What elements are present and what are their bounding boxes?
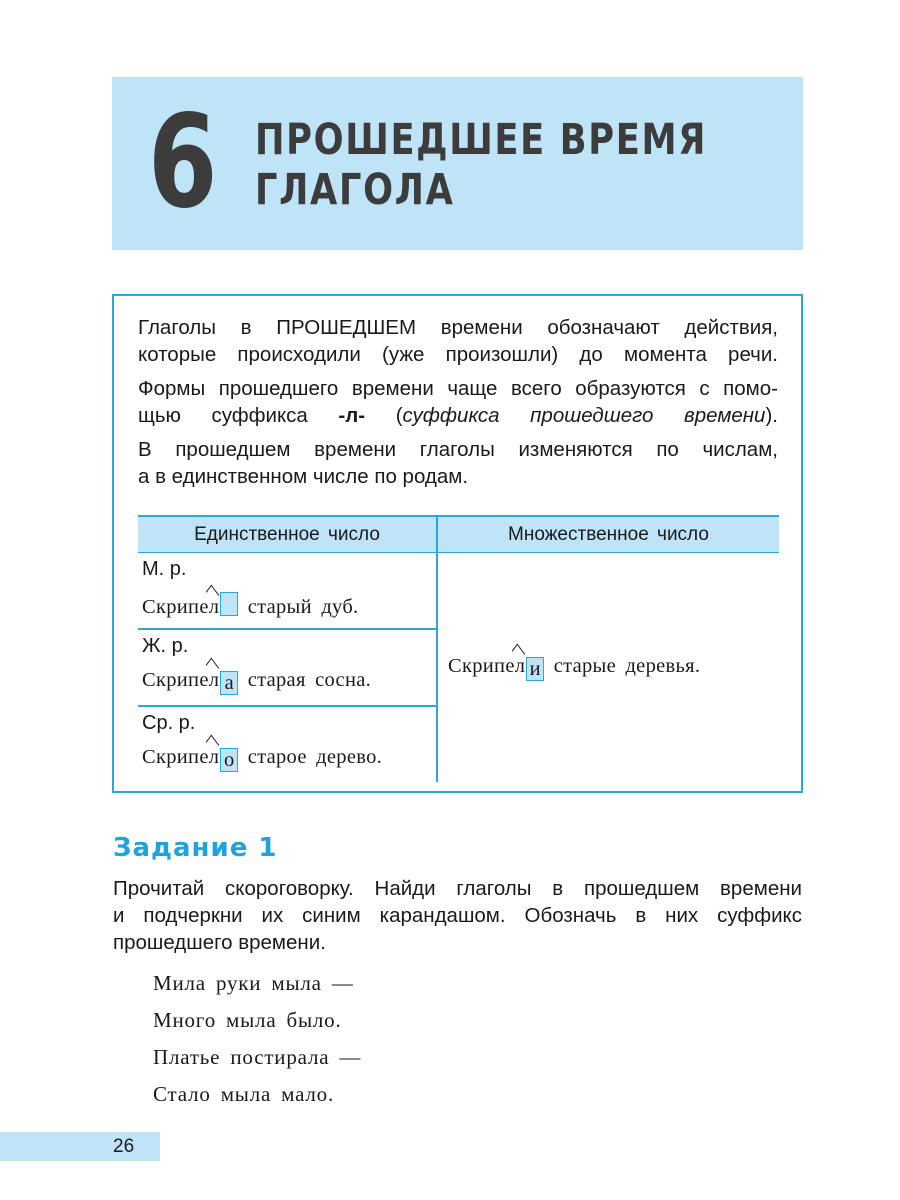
suffix-mark: л: [208, 596, 220, 618]
column-divider: [436, 552, 438, 782]
header-plural: Множественное число: [508, 524, 709, 545]
chapter-title: [255, 115, 707, 215]
gender-label: М. р.: [142, 558, 187, 580]
example-rest: старая сосна.: [238, 669, 372, 691]
poem-line-1: Мила руки мыла —: [153, 971, 354, 995]
rule-box: [112, 294, 803, 793]
example-rest: старый дуб.: [238, 596, 359, 618]
rule-p1-line-2: которые происходили (уже произошли) до момента речи.: [138, 343, 778, 366]
task-line-1: Прочитай скороговорку. Найди глаголы в прошедшем времени: [113, 877, 802, 900]
verb-stem: Скрипе: [448, 655, 515, 677]
cell-masculine: [138, 552, 436, 628]
cell-neuter: [138, 706, 436, 782]
rule-p2-line-1: Формы прошедшего времени чаще всего образуются с помо-: [138, 377, 778, 400]
verb-forms-table: [138, 515, 779, 782]
header-singular: Единственное число: [194, 524, 380, 545]
verb-stem: Скрипе: [142, 596, 209, 618]
rule-paragraph-3: [138, 436, 778, 490]
ending-box: о: [220, 748, 238, 772]
task-line-3: прошедшего времени.: [113, 931, 326, 954]
example-neuter: [142, 746, 382, 772]
rule-p2-text-c: ).: [765, 404, 778, 427]
rule-p2-text-b: (: [365, 404, 403, 427]
suffix-mark: л: [514, 655, 526, 677]
task-text: [113, 875, 802, 956]
rule-p2-text-a: щью суффикса: [138, 404, 339, 427]
rule-p1-line-1: Глаголы в ПРОШЕДШЕМ времени обозначают действия,: [138, 316, 778, 339]
cell-feminine: [138, 629, 436, 705]
rule-paragraph-2: [138, 375, 778, 429]
verb-stem: Скрипе: [142, 746, 209, 768]
task-line-2: и подчеркни их синим карандашом. Обозначь в них суффикс: [113, 904, 802, 927]
rule-p3-line-1: В прошедшем времени глаголы изменяются по числам,: [138, 438, 778, 461]
rule-p2-italic: суффикса прошедшего времени: [402, 404, 766, 427]
chapter-banner: [112, 77, 803, 250]
chapter-title-line-1: ПРОШЕДШЕЕ ВРЕМЯ: [255, 115, 708, 165]
rule-p3-line-2: а в единственном числе по родам.: [138, 465, 469, 488]
example-masculine: [142, 592, 358, 619]
poem-line-3: Платье постирала —: [153, 1045, 362, 1069]
gender-label: Ж. р.: [142, 635, 189, 657]
example-rest: старые деревья.: [544, 655, 701, 677]
poem-line-4: Стало мыла мало.: [153, 1082, 335, 1106]
ending-box: [220, 592, 238, 616]
table-header-row: [138, 515, 779, 553]
example-plural: [448, 655, 700, 681]
rule-text: [138, 314, 778, 497]
chapter-title-line-2: ГЛАГОЛА: [255, 165, 455, 215]
rule-p2-line-2: [138, 402, 778, 429]
suffix-mark: л: [208, 669, 220, 691]
page-number: 26: [113, 1136, 135, 1157]
gender-label: Ср. р.: [142, 712, 196, 734]
page-number-tab: [0, 1132, 160, 1161]
poem-line-2: Много мыла было.: [153, 1008, 342, 1032]
verb-stem: Скрипе: [142, 669, 209, 691]
suffix-mark: л: [208, 746, 220, 768]
tongue-twister: [153, 968, 361, 1116]
chapter-number: 6: [148, 88, 218, 237]
rule-paragraph-1: [138, 314, 778, 368]
example-feminine: [142, 669, 371, 695]
task-title: Задание 1: [113, 833, 278, 863]
rule-p2-suffix: -л-: [338, 404, 366, 427]
example-rest: старое дерево.: [238, 746, 383, 768]
ending-box: и: [526, 657, 544, 681]
ending-box: а: [220, 671, 238, 695]
